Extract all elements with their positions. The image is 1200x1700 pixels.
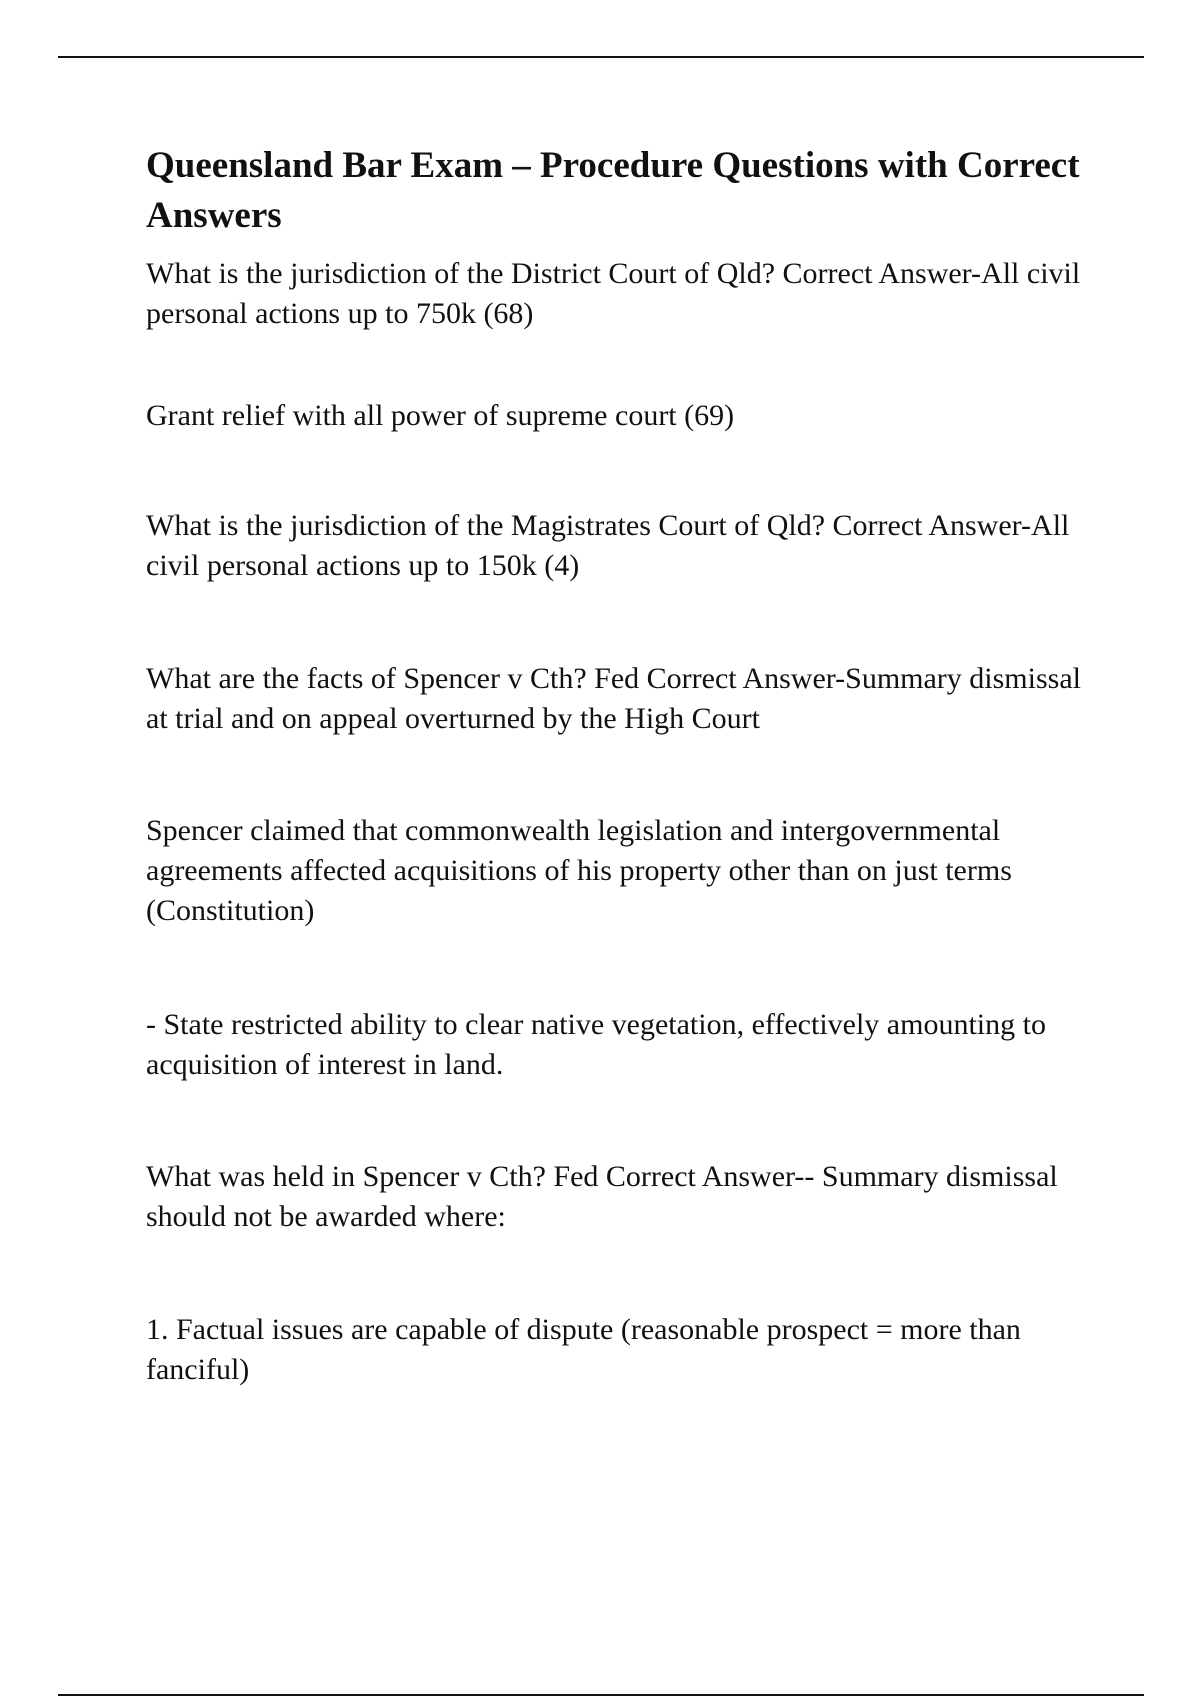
bottom-rule <box>58 1694 1144 1696</box>
paragraph-grant-relief: Grant relief with all power of supreme court (69) <box>146 399 735 432</box>
top-rule <box>58 56 1144 58</box>
paragraph-spencer-claim: Spencer claimed that commonwealth legislation and intergovernmental agreements affected acquisitions of his property other than on just terms (Constitution) <box>146 814 1012 927</box>
paragraph-magistrates-court: What is the jurisdiction of the Magistrates Court of Qld? Correct Answer-All civil personal actions up to 150k (4) <box>146 509 1070 582</box>
paragraph-spencer-facts: What are the facts of Spencer v Cth? Fed Correct Answer-Summary dismissal at trial and on appeal overturned by the High Court <box>146 662 1081 735</box>
document-body <box>146 141 1106 1390</box>
paragraph-district-court: What is the jurisdiction of the District Court of Qld? Correct Answer-All civil personal actions up to 750k (68) <box>146 257 1081 330</box>
paragraph-factual-issues: 1. Factual issues are capable of dispute (reasonable prospect = more than fanciful) <box>146 1313 1021 1386</box>
paragraph-native-vegetation: - State restricted ability to clear native vegetation, effectively amounting to acquisition of interest in land. <box>146 1008 1046 1081</box>
document-title: Queensland Bar Exam – Procedure Questions with Correct Answers <box>146 145 1080 236</box>
paragraph-spencer-held: What was held in Spencer v Cth? Fed Correct Answer-- Summary dismissal should not be awarded where: <box>146 1160 1058 1233</box>
